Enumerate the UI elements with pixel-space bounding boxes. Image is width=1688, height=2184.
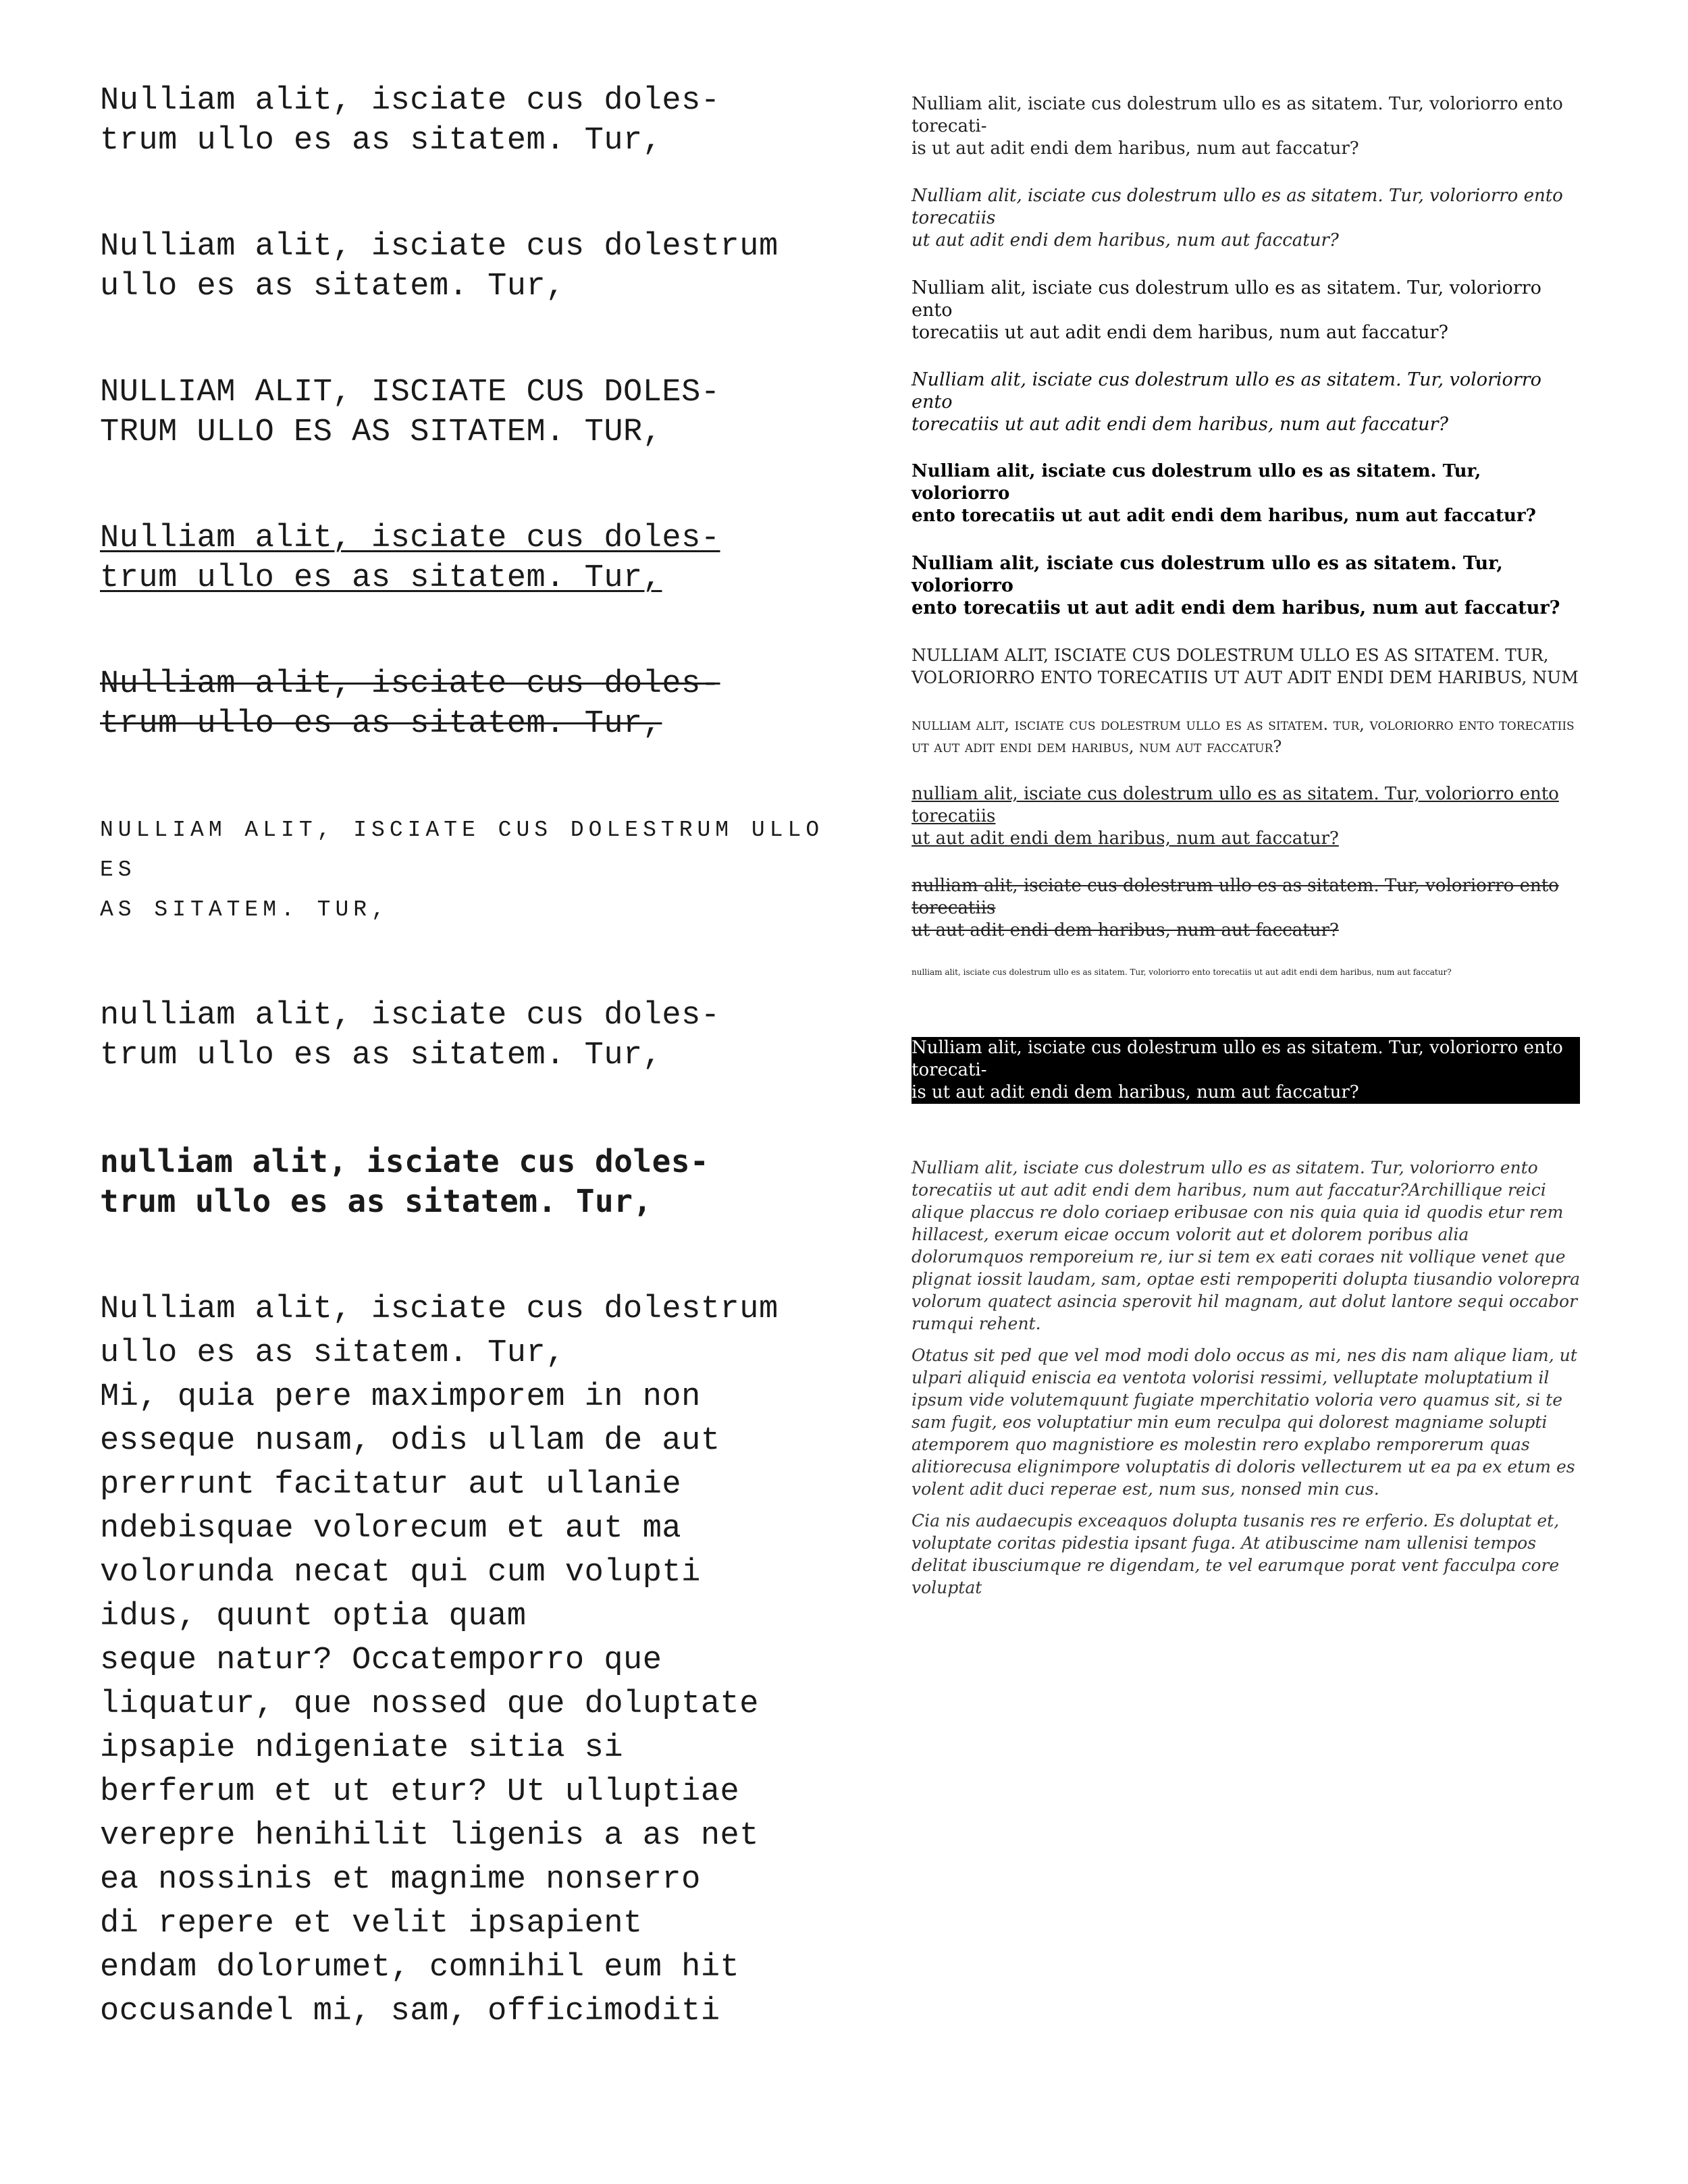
mono-body-line: ea nossinis et magnime nonserro	[100, 1862, 701, 1898]
mono-strikethrough-sample: Nulliam alit, isciate cus doles- trum ullo es as sitatem. Tur,	[100, 666, 720, 742]
serif-inverse-sample: Nulliam alit, isciate cus dolestrum ullo es as sitatem. Tur, voloriorro ento torecati- is ut aut adit endi dem haribus, num aut faccatur?	[912, 1037, 1580, 1104]
serif-light-sample: Nulliam alit, isciate cus dolestrum ullo es as sitatem. Tur, voloriorro ento torecati- is ut aut adit endi dem haribus, num aut faccatur?	[912, 94, 1563, 159]
serif-regular-sample: Nulliam alit, isciate cus dolestrum ullo es as sitatem. Tur, voloriorro ento torecatiis ut aut adit endi dem haribus, num aut faccatur?	[912, 277, 1541, 343]
mono-body-line: esseque nusam, odis ullam de aut	[100, 1423, 720, 1459]
mono-regular-sample: Nulliam alit, isciate cus doles- trum ullo es as sitatem. Tur,	[100, 83, 720, 159]
serif-small-caps-sample: nulliam alit, isciate cus dolestrum ullo es as sitatem. tur, voloriorro ento torecatiis ut aut adit endi dem haribus, num aut faccatur?	[912, 715, 1575, 756]
mono-body-paragraph	[100, 1287, 849, 2033]
mono-underline-sample: Nulliam alit, isciate cus doles- trum ullo es as sitatem. Tur,	[100, 521, 720, 596]
mono-body-line: di repere et velit ipsapient	[100, 1906, 643, 1942]
mono-body-line: occusandel mi, sam, officimoditi	[100, 1994, 720, 2029]
monospace-specimen-column	[100, 81, 849, 2033]
mono-body-line: volorunda necat qui cum volupti	[100, 1555, 701, 1591]
serif-light-italic-sample: Nulliam alit, isciate cus dolestrum ullo es as sitatem. Tur, voloriorro ento torecatiis ut aut adit endi dem haribus, num aut faccatur?	[912, 186, 1563, 250]
mono-body-line: idus, quunt optia quam	[100, 1599, 527, 1634]
serif-uppercase-sample: NULLIAM ALIT, ISCIATE CUS DOLESTRUM ULLO ES AS SITATEM. TUR, VOLORIORRO ENTO TORECATIIS UT AUT ADIT ENDI DEM HARIBUS, NUM	[912, 645, 1579, 687]
serif-tiny-sample: nulliam alit, isciate cus dolestrum ullo es as sitatem. Tur, voloriorro ento torecatiis ut aut adit endi dem haribus, num aut faccatur?	[912, 967, 1452, 977]
mono-regular-wide-sample: Nulliam alit, isciate cus dolestrum ullo es as sitatem. Tur,	[100, 229, 779, 304]
serif-underline-sample: nulliam alit, isciate cus dolestrum ullo es as sitatem. Tur, voloriorro ento torecatiis ut aut adit endi dem haribus, num aut faccatur?	[912, 784, 1559, 849]
serif-extra-bold-sample: Nulliam alit, isciate cus dolestrum ullo es as sitatem. Tur, voloriorro ento torecatiis ut aut adit endi dem haribus, num aut faccatur?	[912, 553, 1560, 618]
serif-specimen-column	[912, 93, 1580, 1608]
mono-body-line: ndebisquae volorecum et aut ma	[100, 1511, 682, 1547]
serif-body-paragraph: Cia nis audaecupis exceaquos dolupta tusanis res re erferio. Es doluptat et, voluptate coritas pidestia ipsant fuga. At atibuscime nam ullenisi tempos delitat ibusciumque re digendam, te vel earumque porat vent facculpa core voluptat	[912, 1511, 1560, 1597]
serif-body-text	[912, 1156, 1580, 1599]
serif-bold-sample: Nulliam alit, isciate cus dolestrum ullo es as sitatem. Tur, voloriorro ento torecatiis ut aut adit endi dem haribus, num aut faccatur?	[912, 461, 1536, 526]
mono-body-line: endam dolorumet, comnihil eum hit	[100, 1950, 740, 1986]
mono-bold-lowercase-sample: nulliam alit, isciate cus doles- trum ullo es as sitatem. Tur,	[100, 1143, 710, 1219]
mono-body-line: verepre henihilit ligenis a as net	[100, 1818, 759, 1854]
mono-body-line: berferum et ut etur? Ut ulluptiae	[100, 1774, 740, 1810]
mono-body-line: Nulliam alit, isciate cus dolestrum	[100, 1291, 779, 1327]
mono-body-line: ipsapie ndigeniate sitia si	[100, 1730, 624, 1766]
mono-body-line: ullo es as sitatem. Tur,	[100, 1335, 565, 1371]
serif-body-paragraph: Otatus sit ped que vel mod modi dolo occus as mi, nes dis nam alique liam, ut ulpari aliquid eniscia ea ventota volorisi ressimi, velluptate moluptatium il ipsum vide volutemquunt fugiate mperchitatio voloria vero quamus sit, si te sam fugit, eos voluptatiur min eum reculpa qui dolorest magniame solupti atemporem quo magnistiore es molestin rero explabo remporerum quas alitiorecusa elignimpore voluptatis di doloris vellecturem ut ea pa ex etum es volent adit duci reperae est, num sus, nonsed min cus.	[912, 1346, 1577, 1499]
serif-italic-sample: Nulliam alit, isciate cus dolestrum ullo es as sitatem. Tur, voloriorro ento torecatiis ut aut adit endi dem haribus, num aut faccatur?	[912, 369, 1541, 435]
mono-body-line: seque natur? Occatemporro que	[100, 1643, 662, 1678]
mono-small-caps-sample: NULLIAM ALIT, ISCIATE CUS DOLESTRUM ULLO ES AS SITATEM. TUR,	[100, 818, 824, 922]
mono-uppercase-sample: NULLIAM ALIT, ISCIATE CUS DOLES- TRUM ULLO ES AS SITATEM. TUR,	[100, 375, 720, 450]
serif-strikethrough-sample: nulliam alit, isciate cus dolestrum ullo es as sitatem. Tur, voloriorro ento torecatiis ut aut adit endi dem haribus, num aut faccatur?	[912, 876, 1559, 940]
serif-body-paragraph: Nulliam alit, isciate cus dolestrum ullo es as sitatem. Tur, voloriorro ento torecatiis ut aut adit endi dem haribus, num aut faccatur?Archillique reici alique placcus re dolo coriaep eribusae con nis quia quia id quodis etur rem hillacest, exerum eicae occum volorit aut et dolorem poribus alia dolorumquos remporeium re, iur si tem ex eati coraes nit vollique venet que plignat iossit laudam, sam, optae esti rempореriti dolupta tiusandio volorepra volorum quatect asincia sperovit hil magnam, aut dolut lantore sequi occabor rumqui rehent.	[912, 1158, 1580, 1333]
mono-body-line: prerrunt facitatur aut ullanie	[100, 1467, 682, 1503]
mono-lowercase-sample: nulliam alit, isciate cus doles- trum ullo es as sitatem. Tur,	[100, 998, 720, 1073]
mono-body-line: Mi, quia pere maximporem in non	[100, 1379, 701, 1415]
mono-body-line: liquatur, que nossed que doluptate	[100, 1686, 759, 1722]
